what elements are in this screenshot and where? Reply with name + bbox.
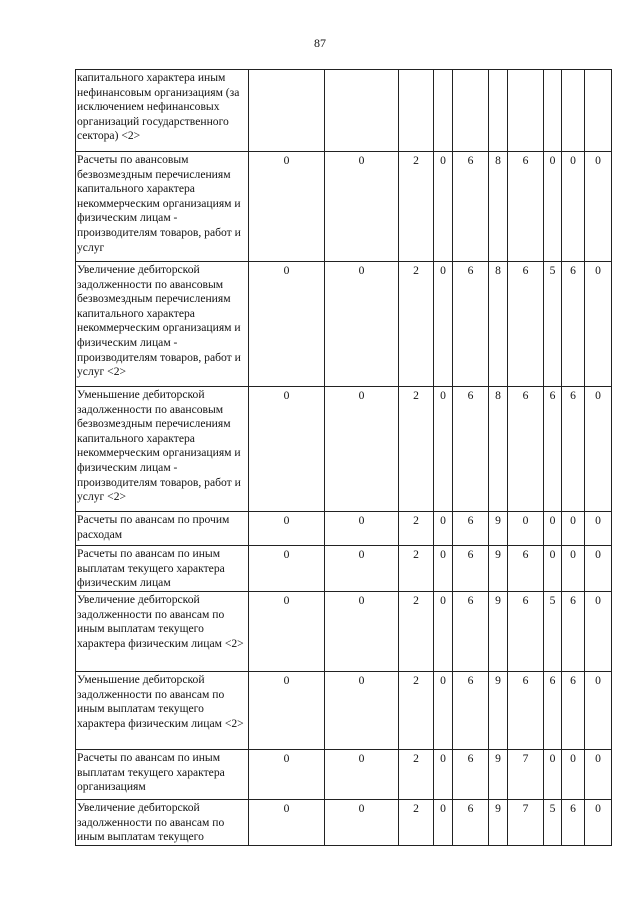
row-name-cell: Расчеты по авансам по иным выплатам текущего характера физическим лицам [76, 546, 249, 592]
code-digit-cell: 5 [544, 592, 562, 672]
code-digit-cell: 6 [562, 672, 585, 750]
code-digit-cell: 6 [453, 152, 489, 262]
table-row [76, 152, 612, 262]
code-digit-cell: 0 [585, 546, 612, 592]
code-digit-cell: 0 [325, 672, 399, 750]
code-digit-cell: 6 [508, 672, 544, 750]
row-name-cell: Расчеты по авансам по иным выплатам текущего характера организациям [76, 750, 249, 800]
code-digit-cell: 0 [585, 387, 612, 512]
code-digit-cell: 6 [508, 387, 544, 512]
code-digit-cell: 6 [508, 592, 544, 672]
code-digit-cell: 0 [249, 387, 325, 512]
code-digit-cell [544, 70, 562, 152]
code-digit-cell: 6 [453, 800, 489, 846]
table-body [76, 70, 612, 846]
code-digit-cell: 6 [544, 672, 562, 750]
code-digit-cell [508, 70, 544, 152]
code-digit-cell: 6 [508, 152, 544, 262]
code-digit-cell: 0 [325, 800, 399, 846]
code-digit-cell: 0 [325, 750, 399, 800]
code-digit-cell: 0 [562, 546, 585, 592]
code-digit-cell: 8 [489, 387, 508, 512]
code-digit-cell: 6 [453, 512, 489, 546]
code-digit-cell: 8 [489, 152, 508, 262]
table-row [76, 546, 612, 592]
code-digit-cell: 0 [325, 546, 399, 592]
code-digit-cell: 2 [399, 262, 434, 387]
code-digit-cell: 9 [489, 750, 508, 800]
table-row [76, 800, 612, 846]
code-digit-cell: 0 [325, 152, 399, 262]
code-digit-cell [325, 70, 399, 152]
row-name-cell: Увеличение дебиторской задолженности по авансовым безвозмездным перечислениям капитального характера некоммерческим организациям и физическим лицам - производителям товаров, работ и услуг <2> [76, 262, 249, 387]
code-digit-cell: 9 [489, 512, 508, 546]
row-name-cell: Уменьшение дебиторской задолженности по авансовым безвозмездным перечислениям капитального характера некоммерческим организациям и физическим лицам - производителям товаров, работ и услуг <2> [76, 387, 249, 512]
code-digit-cell: 0 [249, 592, 325, 672]
row-name-cell: Увеличение дебиторской задолженности по авансам по иным выплатам текущего [76, 800, 249, 846]
code-digit-cell: 0 [562, 512, 585, 546]
code-digit-cell [489, 70, 508, 152]
code-digit-cell: 0 [544, 546, 562, 592]
code-digit-cell: 2 [399, 800, 434, 846]
code-digit-cell: 0 [434, 672, 453, 750]
code-digit-cell: 0 [508, 512, 544, 546]
code-digit-cell: 0 [585, 672, 612, 750]
code-digit-cell: 0 [249, 546, 325, 592]
code-digit-cell: 0 [585, 512, 612, 546]
code-digit-cell: 0 [249, 750, 325, 800]
code-digit-cell: 0 [249, 152, 325, 262]
row-name-cell: капитального характера иным нефинансовым организациям (за исключением нефинансовых организаций государственного сектора) <2> [76, 70, 249, 152]
row-name-cell: Увеличение дебиторской задолженности по авансам по иным выплатам текущего характера физическим лицам <2> [76, 592, 249, 672]
code-digit-cell: 0 [325, 262, 399, 387]
code-digit-cell: 6 [453, 672, 489, 750]
code-digit-cell: 2 [399, 152, 434, 262]
code-digit-cell: 6 [453, 592, 489, 672]
code-digit-cell: 5 [544, 800, 562, 846]
code-digit-cell: 0 [544, 512, 562, 546]
code-digit-cell [399, 70, 434, 152]
code-digit-cell: 8 [489, 262, 508, 387]
code-digit-cell: 2 [399, 387, 434, 512]
code-digit-cell: 0 [249, 672, 325, 750]
code-digit-cell: 6 [453, 387, 489, 512]
code-digit-cell: 0 [562, 152, 585, 262]
code-digit-cell: 0 [562, 750, 585, 800]
code-digit-cell: 0 [434, 800, 453, 846]
code-digit-cell: 0 [585, 592, 612, 672]
code-digit-cell: 0 [434, 750, 453, 800]
code-digit-cell: 9 [489, 546, 508, 592]
code-digit-cell: 6 [453, 262, 489, 387]
code-digit-cell [434, 70, 453, 152]
code-digit-cell: 0 [585, 750, 612, 800]
code-digit-cell: 6 [562, 262, 585, 387]
code-digit-cell: 2 [399, 546, 434, 592]
code-digit-cell: 2 [399, 592, 434, 672]
code-digit-cell: 2 [399, 750, 434, 800]
table-row [76, 750, 612, 800]
code-digit-cell: 0 [249, 262, 325, 387]
code-digit-cell: 0 [249, 512, 325, 546]
code-digit-cell: 0 [325, 512, 399, 546]
code-digit-cell: 0 [544, 750, 562, 800]
code-digit-cell: 7 [508, 750, 544, 800]
code-digit-cell: 5 [544, 262, 562, 387]
code-digit-cell: 0 [325, 387, 399, 512]
code-digit-cell [249, 70, 325, 152]
code-digit-cell: 9 [489, 672, 508, 750]
row-name-cell: Расчеты по авансам по прочим расходам [76, 512, 249, 546]
code-digit-cell: 0 [434, 387, 453, 512]
table-row [76, 262, 612, 387]
code-digit-cell [453, 70, 489, 152]
code-digit-cell: 0 [249, 800, 325, 846]
table-row [76, 70, 612, 152]
row-name-cell: Расчеты по авансовым безвозмездным перечислениям капитального характера некоммерческим организациям и физическим лицам - производителям товаров, работ и услуг [76, 152, 249, 262]
row-name-cell: Уменьшение дебиторской задолженности по авансам по иным выплатам текущего характера физическим лицам <2> [76, 672, 249, 750]
code-digit-cell: 0 [325, 592, 399, 672]
table-row [76, 672, 612, 750]
budget-code-table [75, 69, 612, 846]
code-digit-cell [562, 70, 585, 152]
table-row [76, 387, 612, 512]
code-digit-cell: 0 [434, 546, 453, 592]
code-digit-cell: 0 [585, 262, 612, 387]
code-digit-cell: 0 [434, 262, 453, 387]
code-digit-cell [585, 70, 612, 152]
code-digit-cell: 6 [562, 387, 585, 512]
code-digit-cell: 7 [508, 800, 544, 846]
code-digit-cell: 0 [434, 512, 453, 546]
code-digit-cell: 6 [453, 546, 489, 592]
code-digit-cell: 6 [508, 262, 544, 387]
code-digit-cell: 0 [434, 592, 453, 672]
code-digit-cell: 0 [585, 800, 612, 846]
table-row [76, 512, 612, 546]
code-digit-cell: 2 [399, 672, 434, 750]
page-number: 87 [314, 36, 326, 50]
code-digit-cell: 6 [562, 592, 585, 672]
code-digit-cell: 6 [508, 546, 544, 592]
code-digit-cell: 6 [544, 387, 562, 512]
code-digit-cell: 9 [489, 800, 508, 846]
code-digit-cell: 0 [434, 152, 453, 262]
code-digit-cell: 0 [544, 152, 562, 262]
code-digit-cell: 9 [489, 592, 508, 672]
table-row [76, 592, 612, 672]
code-digit-cell: 6 [453, 750, 489, 800]
code-digit-cell: 2 [399, 512, 434, 546]
code-digit-cell: 0 [585, 152, 612, 262]
code-digit-cell: 6 [562, 800, 585, 846]
